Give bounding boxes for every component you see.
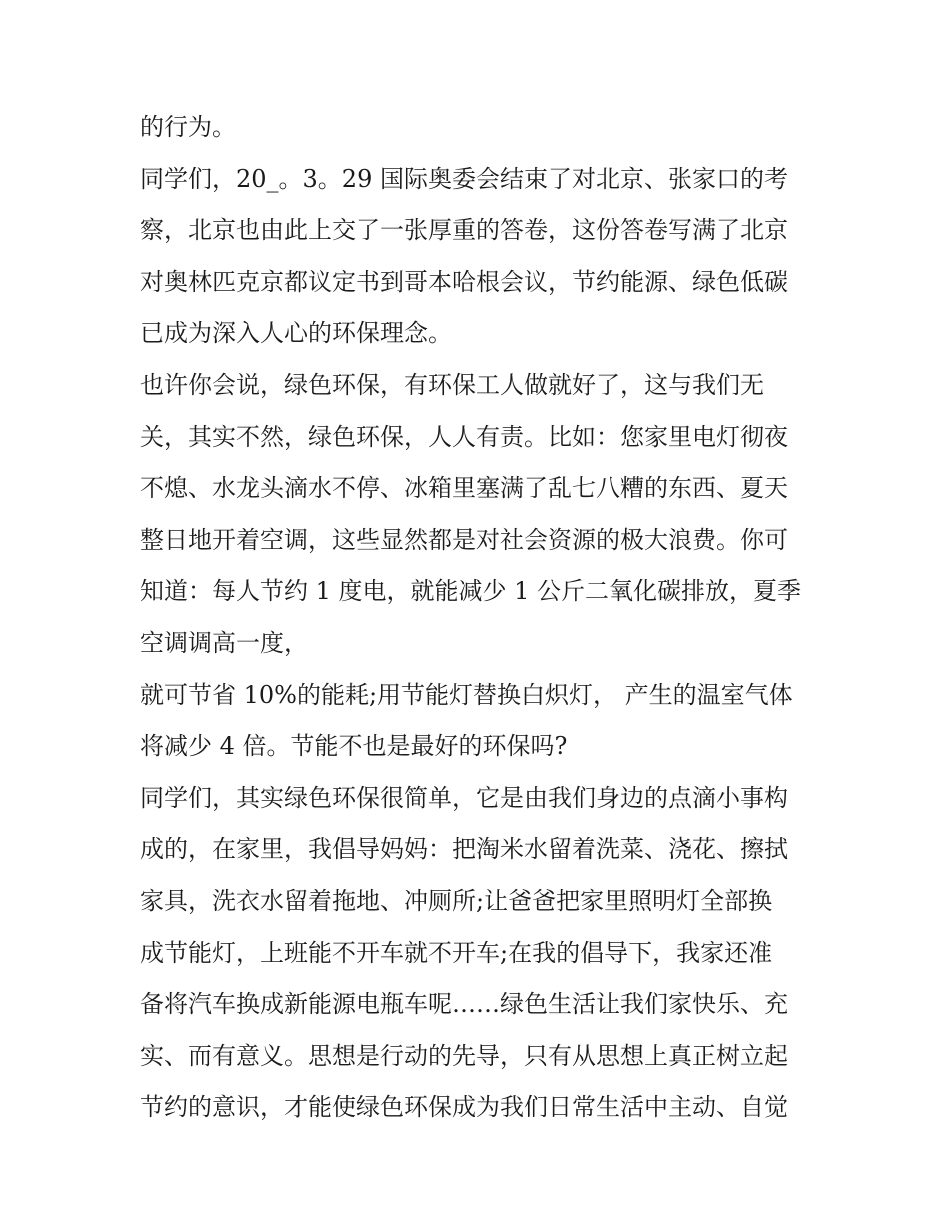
document-body — [140, 102, 820, 1134]
text-line: 整日地开着空调，这些显然都是对社会资源的极大浪费。你可 — [140, 525, 788, 554]
text-line: 不熄、水龙头滴水不停、冰箱里塞满了乱七八糟的东西、夏天 — [140, 474, 788, 503]
text-line: 将减少 4 倍。节能不也是最好的环保吗? — [140, 732, 568, 761]
text-line: 同学们，20_。3。29 国际奥委会结束了对北京、张家口的考 — [140, 164, 788, 193]
text-line: 备将汽车换成新能源电瓶车呢……绿色生活让我们家快乐、充 — [140, 990, 788, 1019]
text-line: 就可节省 10%的能耗;用节能灯替换白炽灯， 产生的温室气体 — [140, 680, 793, 709]
text-line: 家具，洗衣水留着拖地、冲厕所;让爸爸把家里照明灯全部换 — [140, 886, 773, 915]
text-line: 同学们，其实绿色环保很简单，它是由我们身边的点滴小事构 — [140, 783, 788, 812]
text-line: 已成为深入人心的环保理念。 — [140, 319, 452, 348]
text-line: 对奥林匹克京都议定书到哥本哈根会议，节约能源、绿色低碳 — [140, 267, 788, 296]
text-line: 实、而有意义。思想是行动的先导，只有从思想上真正树立起 — [140, 1041, 788, 1070]
text-line: 知道：每人节约 1 度电，就能减少 1 公斤二氧化碳排放，夏季 — [140, 577, 802, 606]
text-line: 察，北京也由此上交了一张厚重的答卷，这份答卷写满了北京 — [140, 216, 788, 245]
text-line: 关，其实不然，绿色环保，人人有责。比如：您家里电灯彻夜 — [140, 422, 788, 451]
text-line: 节约的意识，才能使绿色环保成为我们日常生活中主动、自觉 — [140, 1093, 788, 1122]
text-line: 空调调高一度， — [140, 628, 308, 657]
text-line: 成节能灯，上班能不开车就不开车;在我的倡导下，我家还准 — [140, 938, 773, 967]
text-line: 也许你会说，绿色环保，有环保工人做就好了，这与我们无 — [140, 370, 764, 399]
text-line: 成的，在家里，我倡导妈妈：把淘米水留着洗菜、浇花、擦拭 — [140, 835, 788, 864]
text-line: 的行为。 — [140, 113, 236, 141]
